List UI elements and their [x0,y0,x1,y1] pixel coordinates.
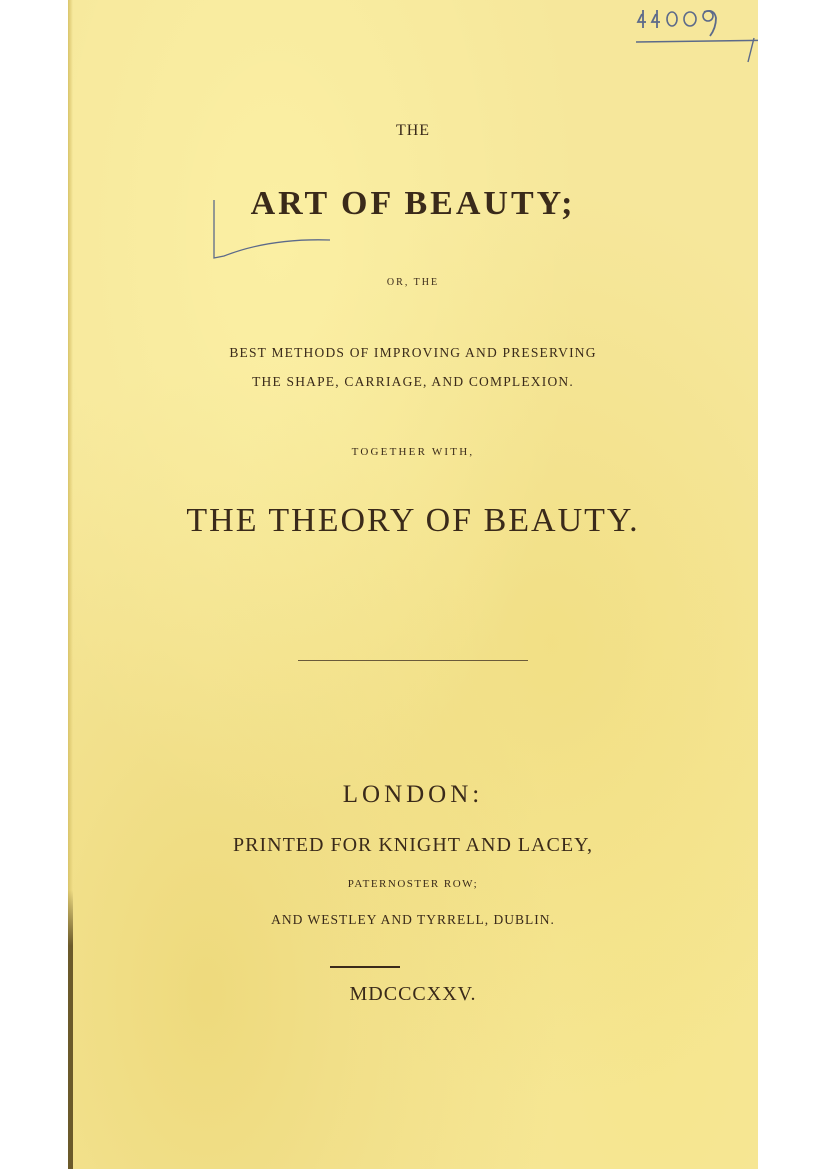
imprint-date: MDCCCXXV. [349,983,477,1005]
subtitle-or-the: OR, THE [386,277,440,288]
divider-rule [298,660,528,661]
binding-edge [68,890,73,1169]
subtitle-line-2: THE SHAPE, CARRIAGE, AND COMPLEXION. [252,374,574,389]
secondary-title: THE THEORY OF BEAUTY. [186,502,640,539]
subtitle-line-1: BEST METHODS OF IMPROVING AND PRESERVING [229,345,597,360]
pencil-bracket-mark [210,200,350,260]
title-the: THE [395,122,431,139]
short-divider-rule [330,966,400,968]
imprint-printer: PRINTED FOR KNIGHT AND LACEY, [233,834,593,856]
title-page [68,0,758,1169]
imprint-dublin: AND WESTLEY AND TYRRELL, DUBLIN. [271,912,555,927]
imprint-city: LONDON: [342,781,484,808]
together-with: TOGETHER WITH, [351,446,475,458]
main-title: ART OF BEAUTY; [250,185,576,222]
handwritten-shelfmark [636,0,758,80]
imprint-address: PATERNOSTER ROW; [347,878,479,890]
